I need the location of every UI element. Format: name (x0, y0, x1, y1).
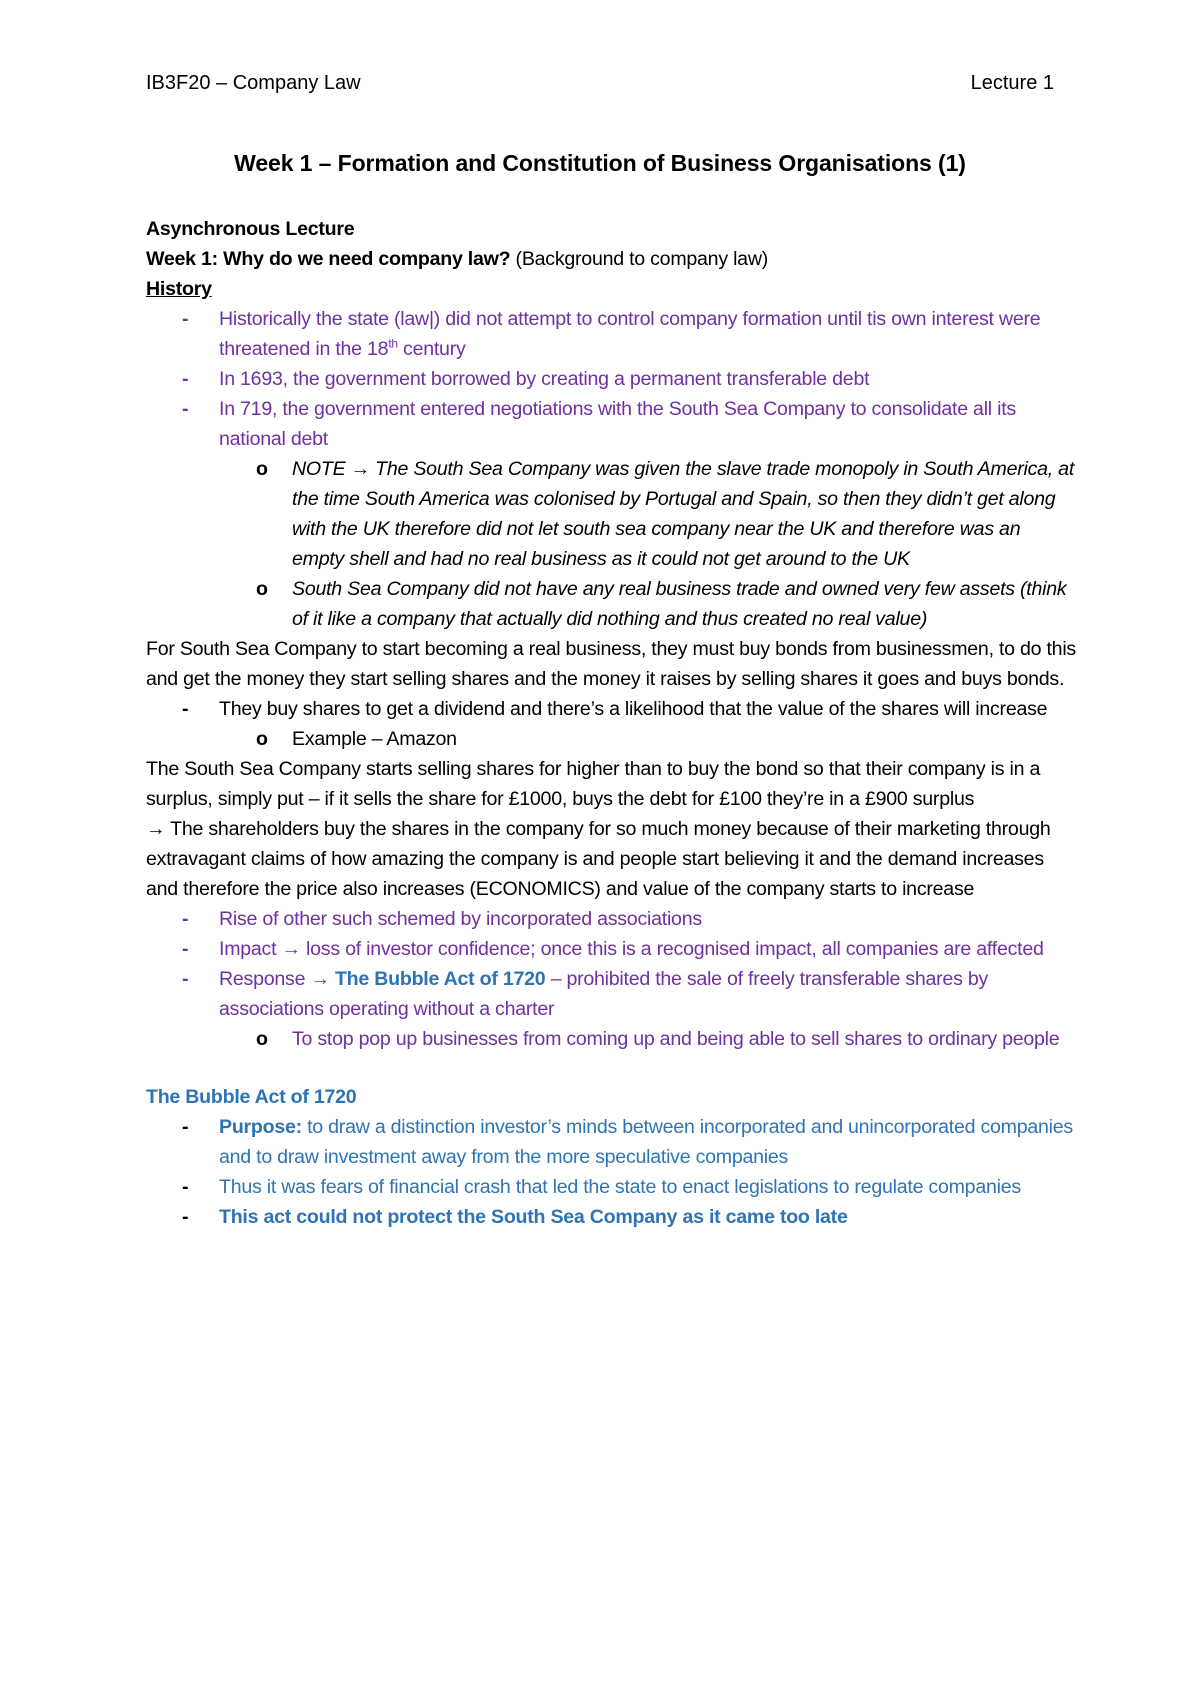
history-note-1-text: NOTE → The South Sea Company was given the slave trade monopoly in South America, at the time South America was colonised by Portugal and Spain, so then they didn’t get along with the UK therefore did not let south sea company near the UK and therefore was an empty shell and had no real business as it could not get around to the UK (292, 458, 1075, 570)
dash-bullet: - (182, 908, 189, 930)
history-note-2-text: South Sea Company did not have any real business trade and owned very few assets (think of it like a company that actually did nothing and thus created no real value) (292, 578, 1067, 630)
header-lecture: Lecture 1 (970, 72, 1054, 94)
week-heading (146, 244, 1076, 274)
week-heading-normal: (Background to company law) (510, 248, 768, 270)
history-bullet-3 (146, 394, 1076, 454)
circle-bullet: o (256, 728, 268, 750)
history-bullet-1 (146, 304, 1076, 364)
dash-bullet: - (182, 398, 189, 420)
effects-response-rest: – prohibited the sale of freely transferable shares by associations operating without a charter (219, 968, 989, 1020)
dash-bullet: - (182, 968, 189, 990)
effects-response-prefix: Response → (219, 968, 335, 990)
shares-sub-bullet (146, 724, 1076, 754)
paragraph-surplus: The South Sea Company starts selling shares for higher than to buy the bond so that their company is in a surplus, simply put – if it sells the share for £1000, buys the debt for £100 they’re in a £900 surplus (146, 758, 1041, 810)
history-heading: History (146, 278, 212, 300)
document-body (146, 214, 1076, 1232)
dash-bullet: - (182, 698, 189, 720)
bubble-bullet-fears (146, 1172, 1076, 1202)
shares-sub-bullet-text: Example – Amazon (292, 728, 457, 750)
bubble-late-text: This act could not protect the South Sea Company as it came too late (219, 1206, 848, 1228)
effects-rise-text: Rise of other such schemed by incorporated associations (219, 908, 702, 930)
dash-bullet: - (182, 1206, 189, 1228)
bubble-fears-text: Thus it was fears of financial crash that led the state to enact legislations to regulate companies (219, 1176, 1021, 1198)
bubble-purpose-label: Purpose: (219, 1116, 302, 1138)
history-note-1 (146, 454, 1076, 574)
dash-bullet: - (182, 1116, 189, 1138)
shares-bullet-text: They buy shares to get a dividend and there’s a likelihood that the value of the shares will increase (219, 698, 1048, 720)
header-course: IB3F20 – Company Law (146, 72, 361, 94)
effects-response-act: The Bubble Act of 1720 (334, 968, 546, 990)
dash-bullet: - (182, 308, 189, 330)
page-title: Week 1 – Formation and Constitution of Business Organisations (1) (234, 150, 966, 176)
circle-bullet: o (256, 578, 268, 600)
history-bullet-1-end: century (397, 338, 466, 360)
bubble-purpose-text: to draw a distinction investor’s minds between incorporated and unincorporated companies and to draw investment away from the more speculative companies (219, 1116, 1073, 1168)
effects-impact-text: Impact → loss of investor confidence; once this is a recognised impact, all companies are affected (219, 938, 1044, 960)
history-bullet-1-text: Historically the state (law|) did not attempt to control company formation until tis own interest were threatened in the 18 (219, 308, 1041, 360)
bubble-heading: The Bubble Act of 1720 (146, 1086, 357, 1108)
effects-bullet-response (146, 964, 1076, 1024)
history-bullet-2-text: In 1693, the government borrowed by creating a permanent transferable debt (219, 368, 870, 390)
bubble-bullet-purpose (146, 1112, 1076, 1172)
history-bullet-2 (146, 364, 1076, 394)
async-heading: Asynchronous Lecture (146, 218, 355, 240)
history-bullet-1-sup: th (388, 336, 398, 351)
section-gap (146, 1054, 1076, 1082)
bubble-bullet-late (146, 1202, 1076, 1232)
paragraph-bonds: For South Sea Company to start becoming a real business, they must buy bonds from businessmen, to do this and get the money they start selling shares and the money it raises by selling shares it goes and buys bonds. (146, 638, 1076, 690)
effects-bullet-rise (146, 904, 1076, 934)
dash-bullet: - (182, 1176, 189, 1198)
history-note-2 (146, 574, 1076, 634)
dash-bullet: - (182, 938, 189, 960)
dash-bullet: - (182, 368, 189, 390)
week-heading-bold: Week 1: Why do we need company law? (146, 248, 511, 270)
paragraph-marketing: → The shareholders buy the shares in the company for so much money because of their marketing through extravagant claims of how amazing the company is and people start believing it and the demand increases and therefore the price also increases (ECONOMICS) and value of the company starts to increase (146, 818, 1051, 900)
history-bullet-3-text: In 719, the government entered negotiations with the South Sea Company to consolidate all its national debt (219, 398, 1016, 450)
shares-bullet (146, 694, 1076, 724)
circle-bullet: o (256, 1028, 268, 1050)
effects-response-sub-text: To stop pop up businesses from coming up and being able to sell shares to ordinary people (292, 1028, 1060, 1050)
effects-response-sub (146, 1024, 1076, 1054)
effects-bullet-impact (146, 934, 1076, 964)
circle-bullet: o (256, 458, 268, 480)
